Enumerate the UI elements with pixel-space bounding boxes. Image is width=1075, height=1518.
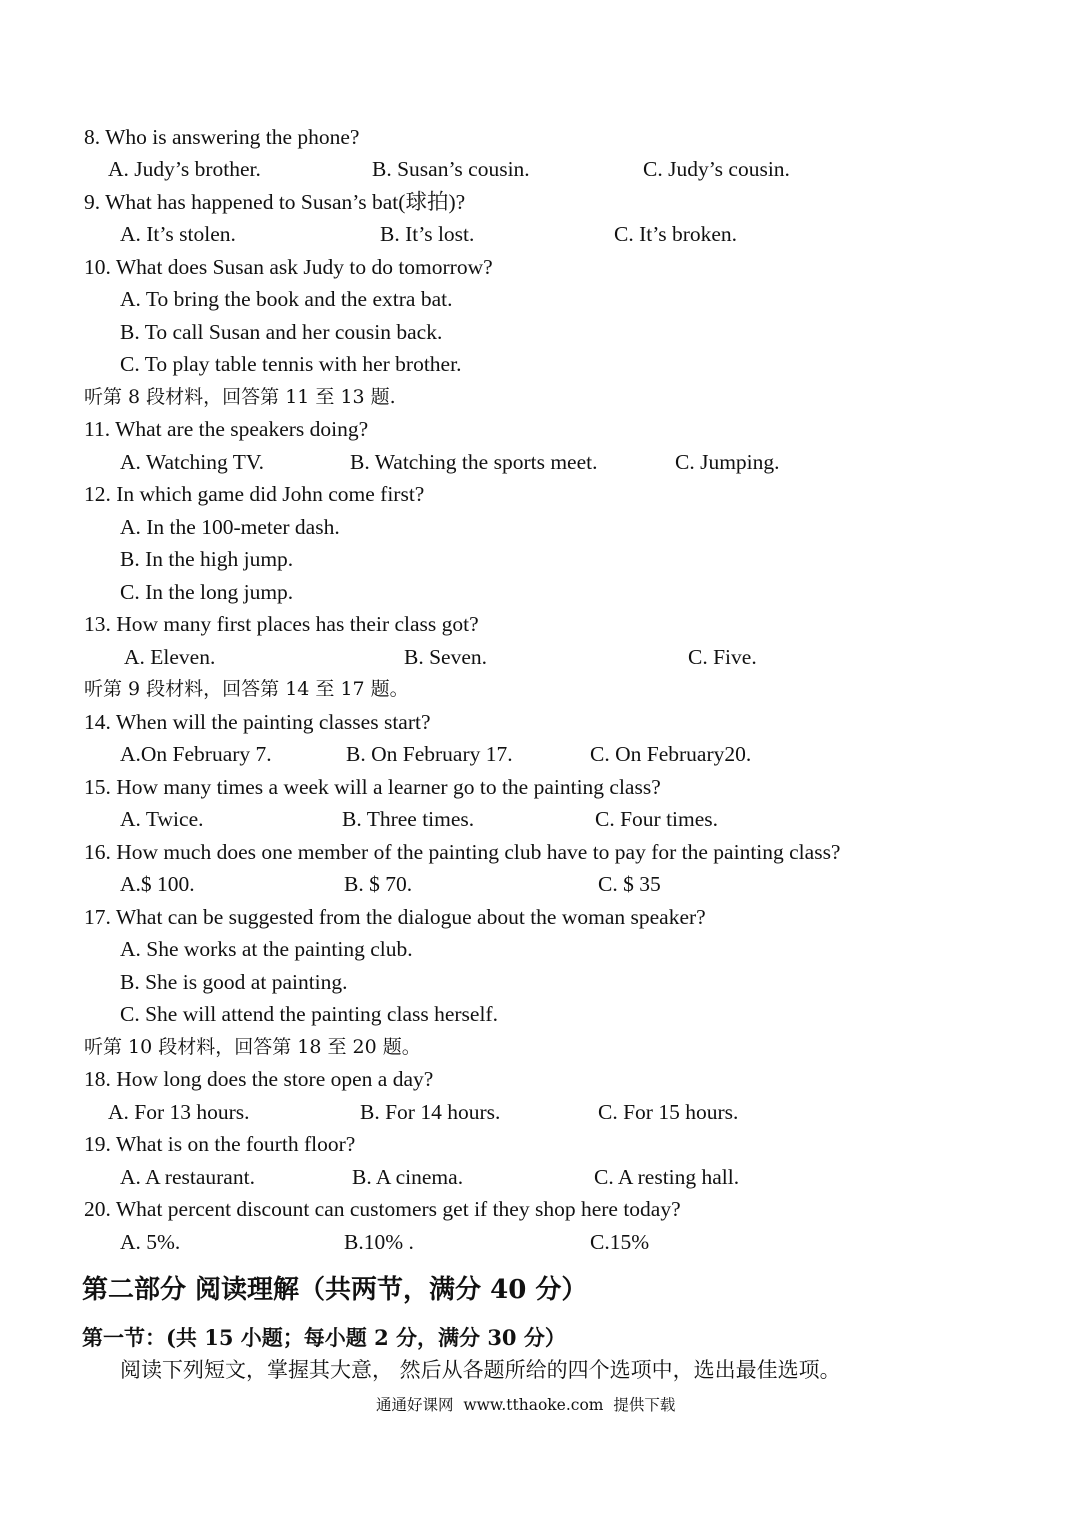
question-18: 18. How long does the store open a day? — [84, 1067, 434, 1091]
instruction-segment-9: 听第 9 段材料，回答第 14 至 17 题。 — [84, 678, 409, 700]
footer-site-name: 通通好课网 — [376, 1396, 454, 1414]
option-18b: B. For 14 hours. — [360, 1100, 501, 1124]
instruction-segment-10: 听第 10 段材料，回答第 18 至 20 题。 — [84, 1036, 421, 1058]
option-8c: C. Judy’s cousin. — [643, 157, 790, 181]
footer-suffix: 提供下载 — [613, 1396, 676, 1414]
option-9a: A. It’s stolen. — [120, 222, 236, 246]
option-11c: C. Jumping. — [675, 450, 780, 474]
question-16: 16. How much does one member of the painting club have to pay for the painting class? — [84, 840, 841, 864]
option-16a: A.$ 100. — [120, 872, 195, 896]
option-13a: A. Eleven. — [124, 645, 216, 669]
instruction-segment-8: 听第 8 段材料，回答第 11 至 13 题. — [84, 386, 396, 408]
page-footer — [376, 1395, 675, 1415]
option-10c: C. To play table tennis with her brother. — [120, 352, 462, 376]
option-18a: A. For 13 hours. — [108, 1100, 250, 1124]
question-12: 12. In which game did John come first? — [84, 482, 425, 506]
option-17a: A. She works at the painting club. — [120, 937, 413, 961]
option-11a: A. Watching TV. — [120, 450, 264, 474]
question-14: 14. When will the painting classes start? — [84, 710, 431, 734]
option-14a: A.On February 7. — [120, 742, 272, 766]
option-17c: C. She will attend the painting class herself. — [120, 1002, 498, 1026]
option-13b: B. Seven. — [404, 645, 488, 669]
option-8b: B. Susan’s cousin. — [372, 157, 530, 181]
option-15a: A. Twice. — [120, 807, 204, 831]
option-20a: A. 5%. — [120, 1230, 181, 1254]
question-19: 19. What is on the fourth floor? — [84, 1132, 356, 1156]
question-15: 15. How many times a week will a learner go to the painting class? — [84, 775, 661, 799]
question-20: 20. What percent discount can customers get if they shop here today? — [84, 1197, 681, 1221]
option-9b: B. It’s lost. — [380, 222, 475, 246]
question-9: 9. What has happened to Susan’s bat(球拍)? — [84, 190, 466, 214]
option-19b: B. A cinema. — [352, 1165, 464, 1189]
option-15c: C. Four times. — [595, 807, 719, 831]
option-13c: C. Five. — [688, 645, 757, 669]
option-14c: C. On February20. — [590, 742, 752, 766]
option-15b: B. Three times. — [342, 807, 475, 831]
option-20b: B.10% . — [344, 1230, 414, 1254]
option-12c: C. In the long jump. — [120, 580, 294, 604]
question-10: 10. What does Susan ask Judy to do tomorrow? — [84, 255, 493, 279]
part-2-heading: 第二部分 阅读理解（共两节，满分 40 分） — [82, 1275, 588, 1305]
option-18c: C. For 15 hours. — [598, 1100, 739, 1124]
question-13: 13. How many first places has their class got? — [84, 612, 479, 636]
option-12a: A. In the 100-meter dash. — [120, 515, 340, 539]
question-17: 17. What can be suggested from the dialogue about the woman speaker? — [84, 905, 706, 929]
option-14b: B. On February 17. — [346, 742, 513, 766]
question-11: 11. What are the speakers doing? — [84, 417, 369, 441]
option-12b: B. In the high jump. — [120, 547, 294, 571]
option-16b: B. $ 70. — [344, 872, 413, 896]
option-19a: A. A restaurant. — [120, 1165, 255, 1189]
option-17b: B. She is good at painting. — [120, 970, 348, 994]
section-1-heading: 第一节：(共 15 小题；每小题 2 分，满分 30 分） — [82, 1325, 566, 1350]
option-10a: A. To bring the book and the extra bat. — [120, 287, 453, 311]
option-10b: B. To call Susan and her cousin back. — [120, 320, 443, 344]
option-20c: C.15% — [590, 1230, 650, 1254]
option-8a: A. Judy’s brother. — [108, 157, 261, 181]
question-8: 8. Who is answering the phone? — [84, 125, 360, 149]
option-9c: C. It’s broken. — [614, 222, 738, 246]
option-11b: B. Watching the sports meet. — [350, 450, 598, 474]
reading-directions: 阅读下列短文，掌握其大意， 然后从各题所给的四个选项中，选出最佳选项。 — [120, 1358, 841, 1382]
option-16c: C. $ 35 — [598, 872, 661, 896]
footer-url: www.tthaoke.com — [463, 1396, 604, 1414]
option-19c: C. A resting hall. — [594, 1165, 740, 1189]
